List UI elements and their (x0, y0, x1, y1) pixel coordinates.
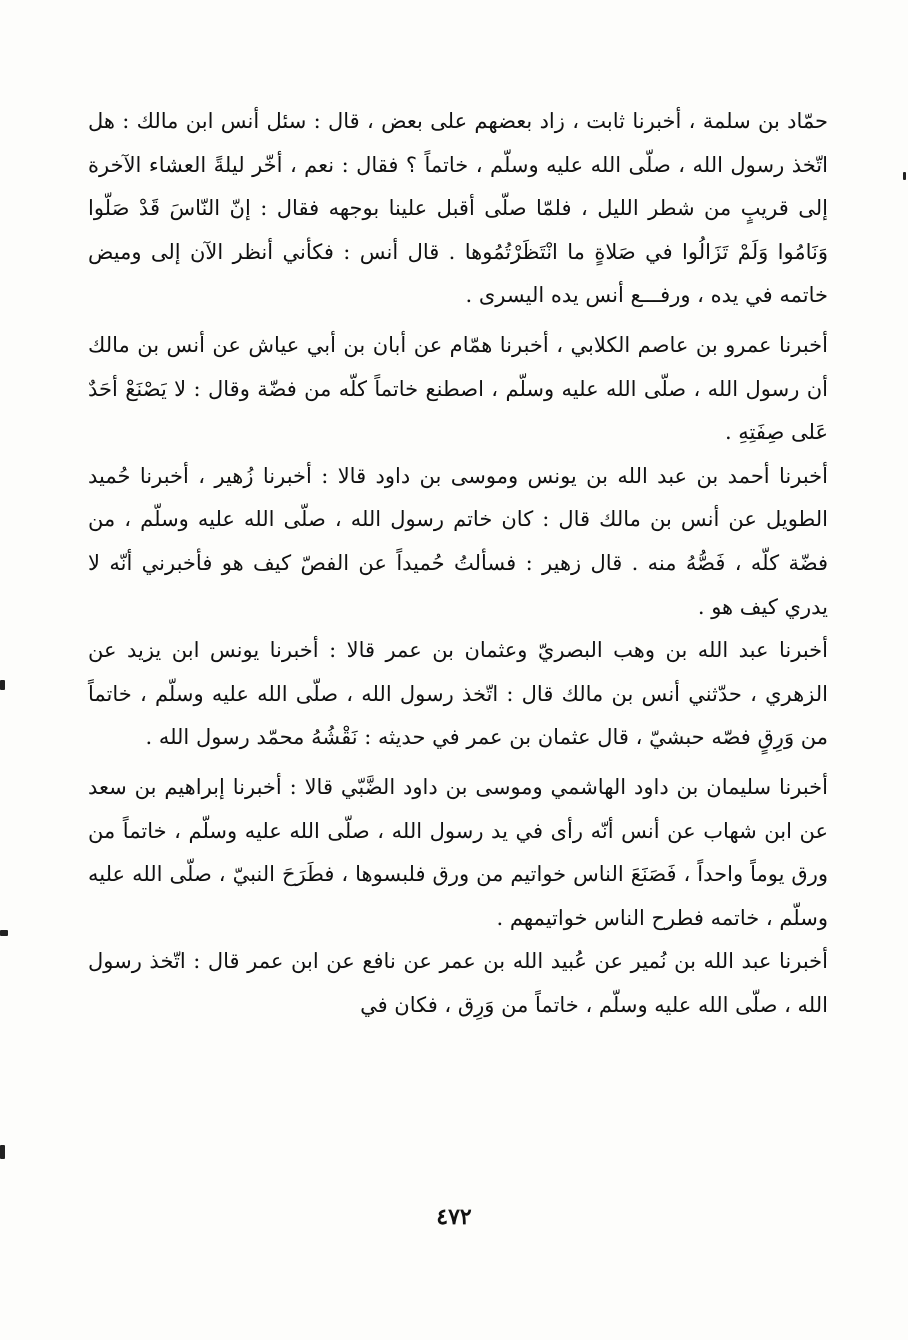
margin-mark-right-1 (903, 172, 906, 180)
paragraph-6: أخبرنا عبد الله بن نُمير عن عُبيد الله بن عمر عن نافع عن ابن عمر قال : اتّخذ رسول الله ، صلّى الله عليه وسلّم ، خاتماً من وَرِق ، فكان في (88, 949, 828, 1017)
margin-mark-left-2 (0, 930, 8, 936)
paragraph-3: أخبرنا أحمد بن عبد الله بن يونس وموسى بن داود قالا : أخبرنا زُهير ، أخبرنا حُميد الطويل عن أنس بن مالك قال : كان خاتم رسول الله ، صلّى الله عليه وسلّم ، من فضّة كلّه ، فَصُّهُ منه . قال زهير : فسألتُ حُميداً عن الفصّ كيف هو فأخبرني أنّه لا يدري كيف هو . (88, 463, 828, 619)
paragraph-4: أخبرنا عبد الله بن وهب البصريّ وعثمان بن عمر قالا : أخبرنا يونس ابن يزيد عن الزهري ، حدّثني أنس بن مالك قال : اتّخذ رسول الله ، صلّى الله عليه وسلّم ، خاتماً من وَرِقٍ فصّه حبشيّ ، قال عثمان بن عمر في حديثه : نَقْشُهُ محمّد رسول الله . (88, 638, 829, 750)
body-text (88, 100, 828, 1027)
paragraph-5: أخبرنا سليمان بن داود الهاشمي وموسى بن داود الضَّبّي قالا : أخبرنا إبراهيم بن سعد عن ابن شهاب عن أنس أنّه رأى في يد رسول الله ، صلّى الله عليه وسلّم ، خاتماً من ورق يوماً واحداً ، فَصَنَعَ الناس خواتيم من ورق فلبسوها ، فطَرَحَ النبيّ ، صلّى الله عليه وسلّم ، خاتمه فطرح الناس خواتيمهم . (88, 774, 828, 930)
page-number: ٤٧٢ (436, 1204, 472, 1230)
margin-mark-left-3 (0, 1145, 5, 1159)
paragraph-1: حمّاد بن سلمة ، أخبرنا ثابت ، زاد بعضهم على بعض ، قال : سئل أنس ابن مالك : هل اتّخذ رسول الله ، صلّى الله عليه وسلّم ، خاتماً ؟ فقال : نعم ، أخّر ليلةً العشاء الآخرة إلى قريبٍ من شطر الليل ، فلمّا صلّى أقبل علينا بوجهه فقال : إنّ النّاسَ قَدْ صَلّوا وَنَامُوا وَلَمْ تَزَالُوا في صَلاةٍ ما انْتَظَرْتُمُوها . قال أنس : فكأني أنظر الآن إلى وميض خاتمه في يده ، ورفـــع أنس يده اليسرى . (88, 109, 828, 308)
margin-mark-left-1 (0, 680, 5, 690)
paragraph-2: أخبرنا عمرو بن عاصم الكلابي ، أخبرنا همّام عن أبان بن أبي عياش عن أنس بن مالك أن رسول الله ، صلّى الله عليه وسلّم ، اصطنع خاتماً كلّه من فضّة وقال : لا يَصْنَعْ أحَدٌ عَلى صِفَتِهِ . (88, 332, 828, 445)
